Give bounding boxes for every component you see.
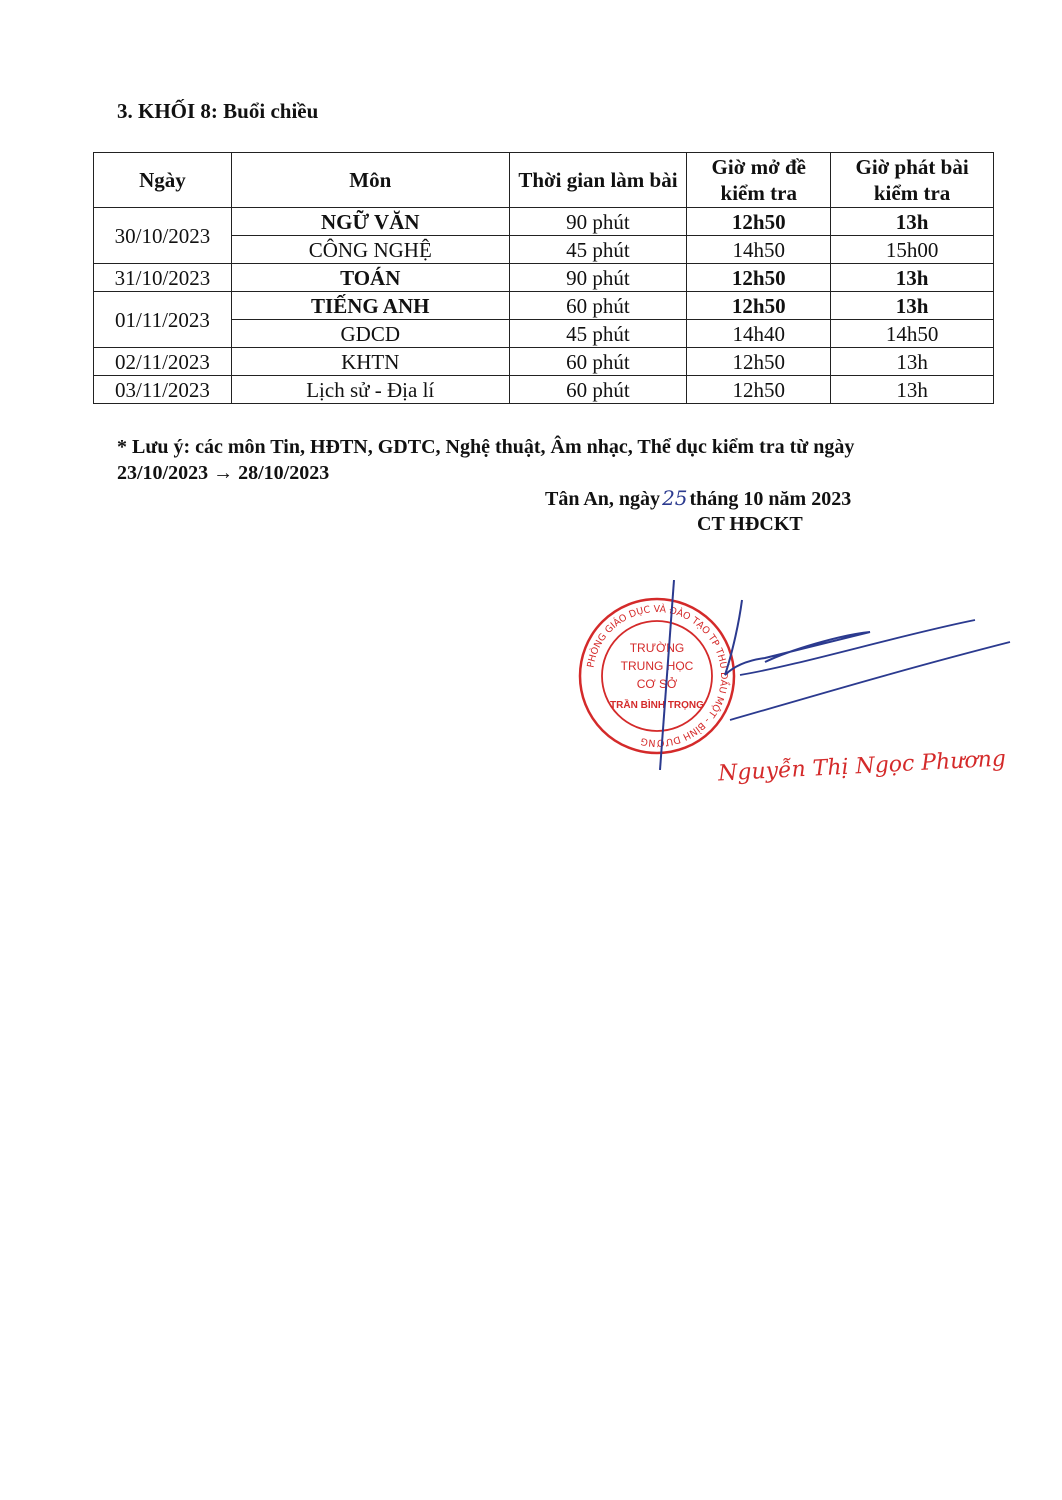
cell-subject: TIẾNG ANH	[231, 292, 509, 320]
cell-subject: GDCD	[231, 320, 509, 348]
cell-distribute: 15h00	[831, 236, 994, 264]
table-row	[94, 292, 994, 320]
cell-date: 03/11/2023	[94, 376, 232, 404]
table-row	[94, 208, 994, 236]
cell-distribute: 13h	[831, 208, 994, 236]
cell-duration: 45 phút	[509, 236, 687, 264]
cell-open: 12h50	[687, 208, 831, 236]
stamp-line-4: TRẦN BÌNH TRỌNG	[610, 700, 704, 711]
cell-duration: 90 phút	[509, 264, 687, 292]
cell-duration: 60 phút	[509, 376, 687, 404]
stamp-line-2: TRUNG HỌC	[620, 659, 694, 673]
cell-date: 02/11/2023	[94, 348, 232, 376]
cell-open: 12h50	[687, 348, 831, 376]
signer-name: Nguyễn Thị Ngọc Phương	[717, 746, 1007, 787]
note-line-1: * Lưu ý: các môn Tin, HĐTN, GDTC, Nghệ thuật, Âm nhạc, Thể dục kiểm tra từ ngày	[117, 436, 855, 458]
place-date-suffix: tháng 10 năm 2023	[689, 488, 852, 510]
header-open-time: Giờ mở đề kiểm tra	[687, 153, 831, 208]
place-date	[545, 486, 851, 511]
table-row	[94, 376, 994, 404]
cell-distribute: 13h	[831, 292, 994, 320]
handwritten-day: 25	[662, 486, 688, 510]
header-date: Ngày	[94, 153, 232, 208]
table-row	[94, 348, 994, 376]
cell-date: 31/10/2023	[94, 264, 232, 292]
cell-duration: 60 phút	[509, 292, 687, 320]
stamp-outer-text: PHÒNG GIÁO DỤC VÀ ĐÀO TẠO TP THỦ DẦU MỘT - BÌNH DƯƠNG	[585, 603, 730, 749]
cell-subject: KHTN	[231, 348, 509, 376]
cell-subject: Lịch sử - Địa lí	[231, 376, 509, 404]
cell-open: 12h50	[687, 264, 831, 292]
cell-open: 14h50	[687, 236, 831, 264]
cell-subject: TOÁN	[231, 264, 509, 292]
cell-date: 01/11/2023	[94, 292, 232, 348]
cell-open: 12h50	[687, 292, 831, 320]
table-row	[94, 264, 994, 292]
note-line-2: 23/10/2023 → 28/10/2023	[117, 462, 330, 484]
cell-open: 12h50	[687, 376, 831, 404]
cell-distribute: 14h50	[831, 320, 994, 348]
signature-scribble	[640, 580, 1020, 770]
stamp-line-3: CƠ SỞ	[636, 677, 678, 691]
cell-date: 30/10/2023	[94, 208, 232, 264]
cell-subject: CÔNG NGHỆ	[231, 236, 509, 264]
note	[117, 434, 987, 486]
table-header-row	[94, 153, 994, 208]
cell-distribute: 13h	[831, 264, 994, 292]
header-duration: Thời gian làm bài	[509, 153, 687, 208]
place-date-prefix: Tân An, ngày	[545, 488, 661, 510]
cell-distribute: 13h	[831, 376, 994, 404]
header-subject: Môn	[231, 153, 509, 208]
chair-title: CT HĐCKT	[697, 513, 803, 535]
section-heading: 3. KHỐI 8: Buổi chiều	[117, 99, 319, 123]
cell-duration: 45 phút	[509, 320, 687, 348]
cell-duration: 90 phút	[509, 208, 687, 236]
cell-duration: 60 phút	[509, 348, 687, 376]
cell-distribute: 13h	[831, 348, 994, 376]
header-distribute-time: Giờ phát bài kiểm tra	[831, 153, 994, 208]
stamp-line-1: TRƯỜNG	[629, 641, 685, 655]
cell-open: 14h40	[687, 320, 831, 348]
exam-schedule-table	[93, 152, 994, 404]
cell-subject: NGỮ VĂN	[231, 208, 509, 236]
